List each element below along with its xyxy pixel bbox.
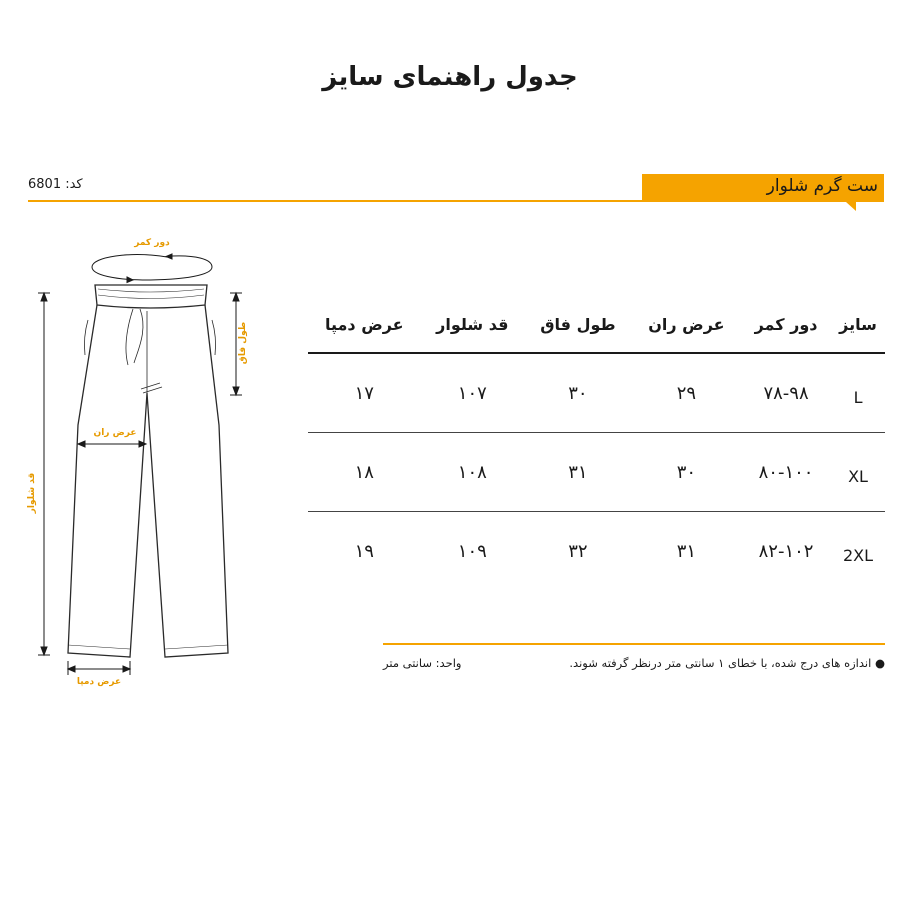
banner-tail xyxy=(846,202,856,211)
cell-waist: ۸۰-۱۰۰ xyxy=(741,433,831,512)
cell-waist: ۸۲-۱۰۲ xyxy=(758,540,814,562)
cell-size: 2XL xyxy=(843,545,874,565)
header-hem: عرض دمپا xyxy=(308,296,421,353)
cell-size: XL xyxy=(831,433,885,512)
length-label: قد شلوار xyxy=(27,472,37,514)
product-name: ست گرم شلوار xyxy=(766,176,878,196)
cell-size: L xyxy=(831,353,885,433)
waist-label: دور کمر xyxy=(134,238,170,248)
cell-rise: ۳۱ xyxy=(524,433,632,512)
table-row xyxy=(308,512,885,591)
header-thigh: عرض ران xyxy=(632,296,741,353)
measurement-note xyxy=(480,656,885,670)
header-length: قد شلوار xyxy=(421,296,524,353)
cell-length: ۱۰۹ xyxy=(457,540,487,562)
cell-waist: ۷۸-۹۸ xyxy=(741,353,831,433)
hem-label: عرض دمپا xyxy=(76,677,122,687)
cell-length: ۱۰۸ xyxy=(421,433,524,512)
bullet-icon: ● xyxy=(871,656,885,670)
hem-measure-icon xyxy=(68,661,130,675)
cell-hem: ۱۷ xyxy=(308,353,421,433)
size-table xyxy=(308,296,885,590)
cell-rise: ۳۰ xyxy=(524,353,632,433)
header-waist: دور کمر xyxy=(741,296,831,353)
header-rise: طول فاق xyxy=(524,296,632,353)
header-size: سایز xyxy=(831,296,885,353)
cell-thigh: ۳۱ xyxy=(676,540,697,562)
unit-label: واحد: سانتی متر xyxy=(383,656,462,670)
note-text: اندازه های درج شده، با خطای ۱ سانتی متر درنظر گرفته شوند. xyxy=(569,656,872,670)
thigh-label: عرض ران xyxy=(93,428,137,438)
cell-hem: ۱۹ xyxy=(354,540,374,562)
rise-label: طول فاق xyxy=(238,321,248,365)
footer-divider xyxy=(383,643,885,645)
length-measure-icon xyxy=(38,293,50,655)
table-header-row xyxy=(308,296,885,353)
cell-thigh: ۳۰ xyxy=(632,433,741,512)
cell-hem: ۱۸ xyxy=(308,433,421,512)
waist-measure-icon xyxy=(92,254,212,283)
page-title: جدول راهنمای سایز xyxy=(322,62,578,92)
thigh-measure-icon xyxy=(78,441,146,447)
cell-length: ۱۰۷ xyxy=(421,353,524,433)
table-row xyxy=(308,353,885,433)
product-code: کد: 6801 xyxy=(28,177,83,192)
cell-thigh: ۲۹ xyxy=(632,353,741,433)
pants-outline xyxy=(68,285,228,657)
table-row xyxy=(308,433,885,512)
pants-diagram xyxy=(20,225,250,695)
cell-rise: ۳۲ xyxy=(568,540,588,562)
